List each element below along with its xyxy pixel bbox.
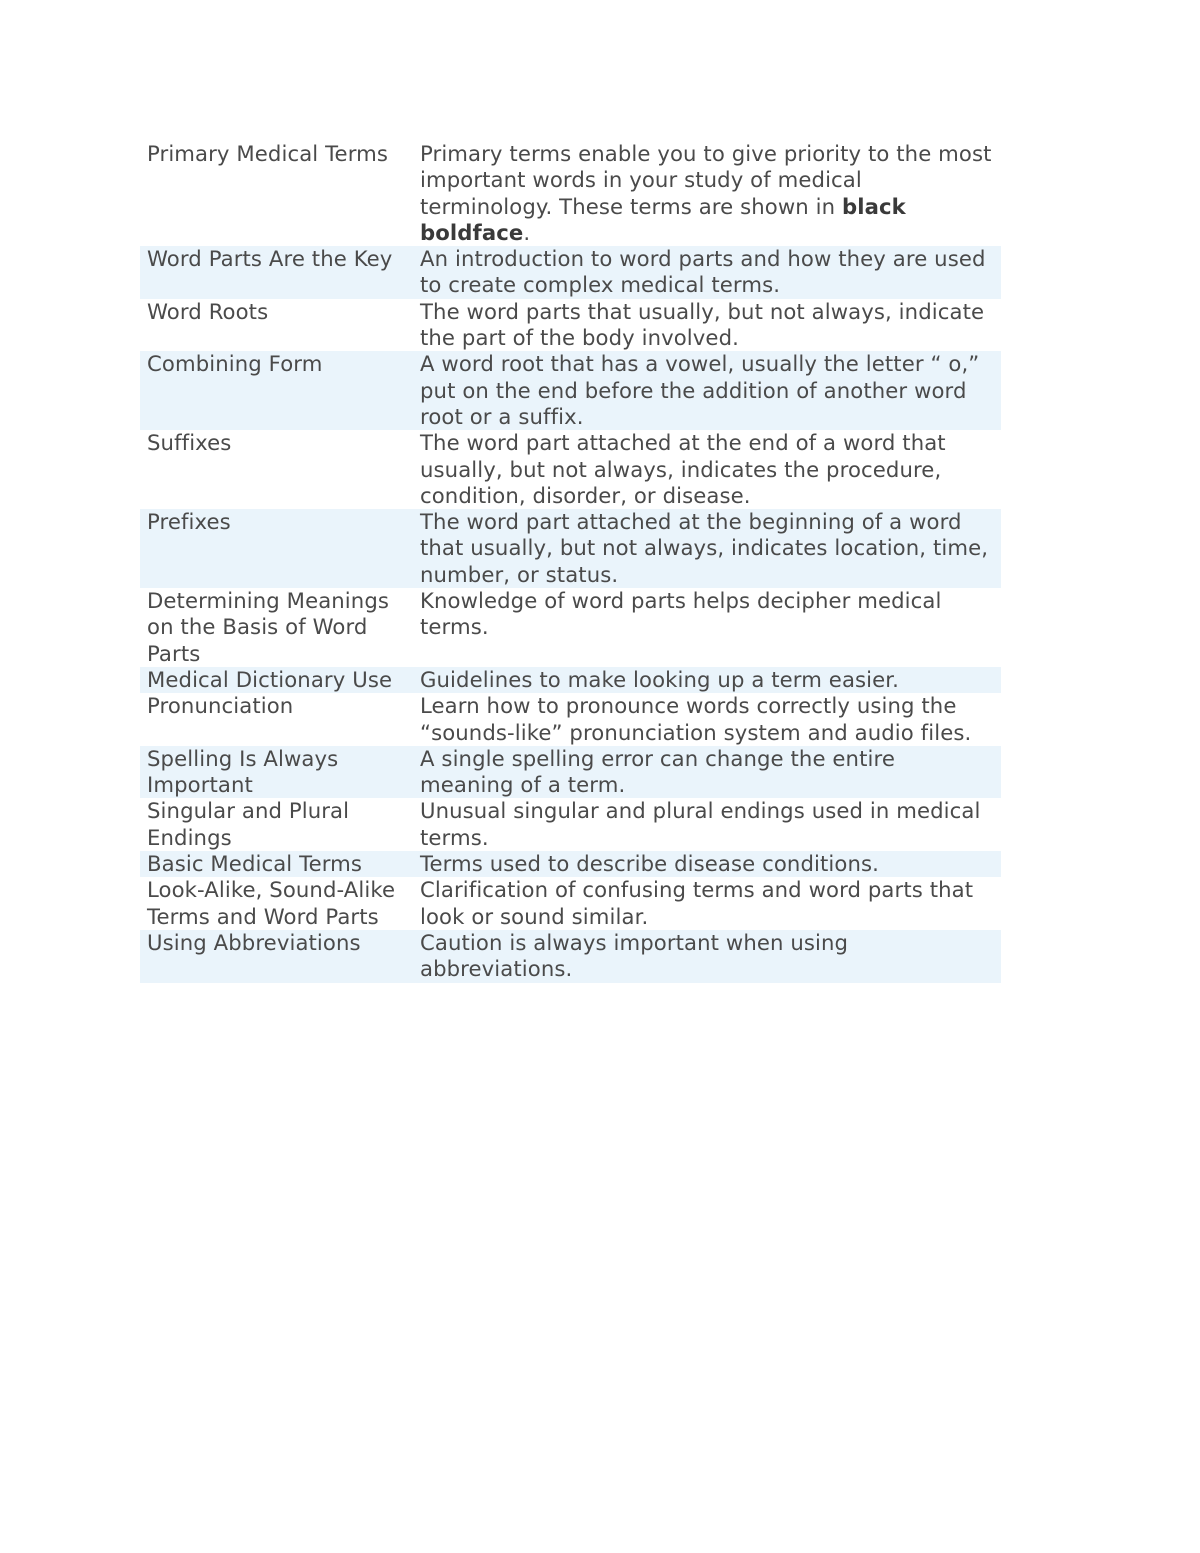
table-row bbox=[140, 509, 1001, 588]
description-cell: The word parts that usually, but not always, indicate the part of the body involved. bbox=[420, 298, 985, 351]
description-cell: Caution is always important when using abbreviations. bbox=[414, 930, 1001, 983]
table-row bbox=[140, 798, 1001, 851]
description-cell: Knowledge of word parts helps decipher medical terms. bbox=[420, 588, 942, 640]
description-cell: Clarification of confusing terms and word parts that look or sound similar. bbox=[420, 877, 974, 929]
term-cell: Combining Form bbox=[140, 351, 414, 430]
description-cell: Unusual singular and plural endings used in medical terms. bbox=[420, 798, 981, 850]
term-cell: Word Roots bbox=[147, 298, 269, 324]
table-row bbox=[140, 588, 1001, 667]
table-row bbox=[140, 430, 1001, 509]
description-cell: Terms used to describe disease conditions. bbox=[414, 851, 1001, 877]
table-row bbox=[140, 351, 1001, 430]
description-cell: Guidelines to make looking up a term easier. bbox=[414, 667, 1001, 693]
description-text: Primary terms enable you to give priority to the most important words in your study of medical terminology. These terms are shown in bbox=[420, 141, 992, 219]
document-page bbox=[140, 141, 1001, 983]
description-cell: A single spelling error can change the entire meaning of a term. bbox=[414, 746, 1001, 799]
term-cell: Medical Dictionary Use bbox=[140, 667, 414, 693]
term-cell: Spelling Is Always Important bbox=[140, 746, 414, 799]
description-cell: A word root that has a vowel, usually the letter “ o,” put on the end before the addition of another word root or a suffix. bbox=[414, 351, 1001, 430]
table-row bbox=[140, 930, 1001, 983]
table-row bbox=[140, 851, 1001, 877]
description-cell: An introduction to word parts and how they are used to create complex medical terms. bbox=[414, 246, 1001, 299]
table-row bbox=[140, 693, 1001, 746]
description-cell bbox=[414, 141, 1001, 246]
bold-emphasis: black boldface bbox=[420, 193, 906, 245]
table-row bbox=[140, 299, 1001, 352]
term-cell: Using Abbreviations bbox=[140, 930, 414, 983]
description-cell: The word part attached at the end of a word that usually, but not always, indicates the procedure, condition, disorder, or disease. bbox=[420, 430, 946, 508]
term-cell: Primary Medical Terms bbox=[147, 141, 389, 166]
term-cell: Word Parts Are the Key bbox=[140, 246, 414, 299]
term-cell: Basic Medical Terms bbox=[140, 851, 414, 877]
table-row bbox=[140, 746, 1001, 799]
terms-table bbox=[140, 141, 1001, 983]
term-cell: Suffixes bbox=[147, 430, 232, 456]
description-cell: The word part attached at the beginning of a word that usually, but not always, indicates location, time, number, or status. bbox=[414, 509, 1001, 588]
table-row bbox=[140, 141, 1001, 246]
term-cell: Determining Meanings on the Basis of Word Parts bbox=[147, 588, 390, 666]
term-cell: Look-Alike, Sound-Alike Terms and Word Parts bbox=[147, 877, 396, 929]
table-row bbox=[140, 667, 1001, 693]
table-row bbox=[140, 246, 1001, 299]
term-cell: Pronunciation bbox=[147, 693, 294, 719]
term-cell: Prefixes bbox=[140, 509, 414, 588]
table-row bbox=[140, 877, 1001, 930]
description-cell: Learn how to pronounce words correctly using the “sounds-like” pronunciation system and audio files. bbox=[420, 693, 972, 745]
description-end: . bbox=[523, 219, 531, 245]
term-cell: Singular and Plural Endings bbox=[147, 798, 350, 850]
